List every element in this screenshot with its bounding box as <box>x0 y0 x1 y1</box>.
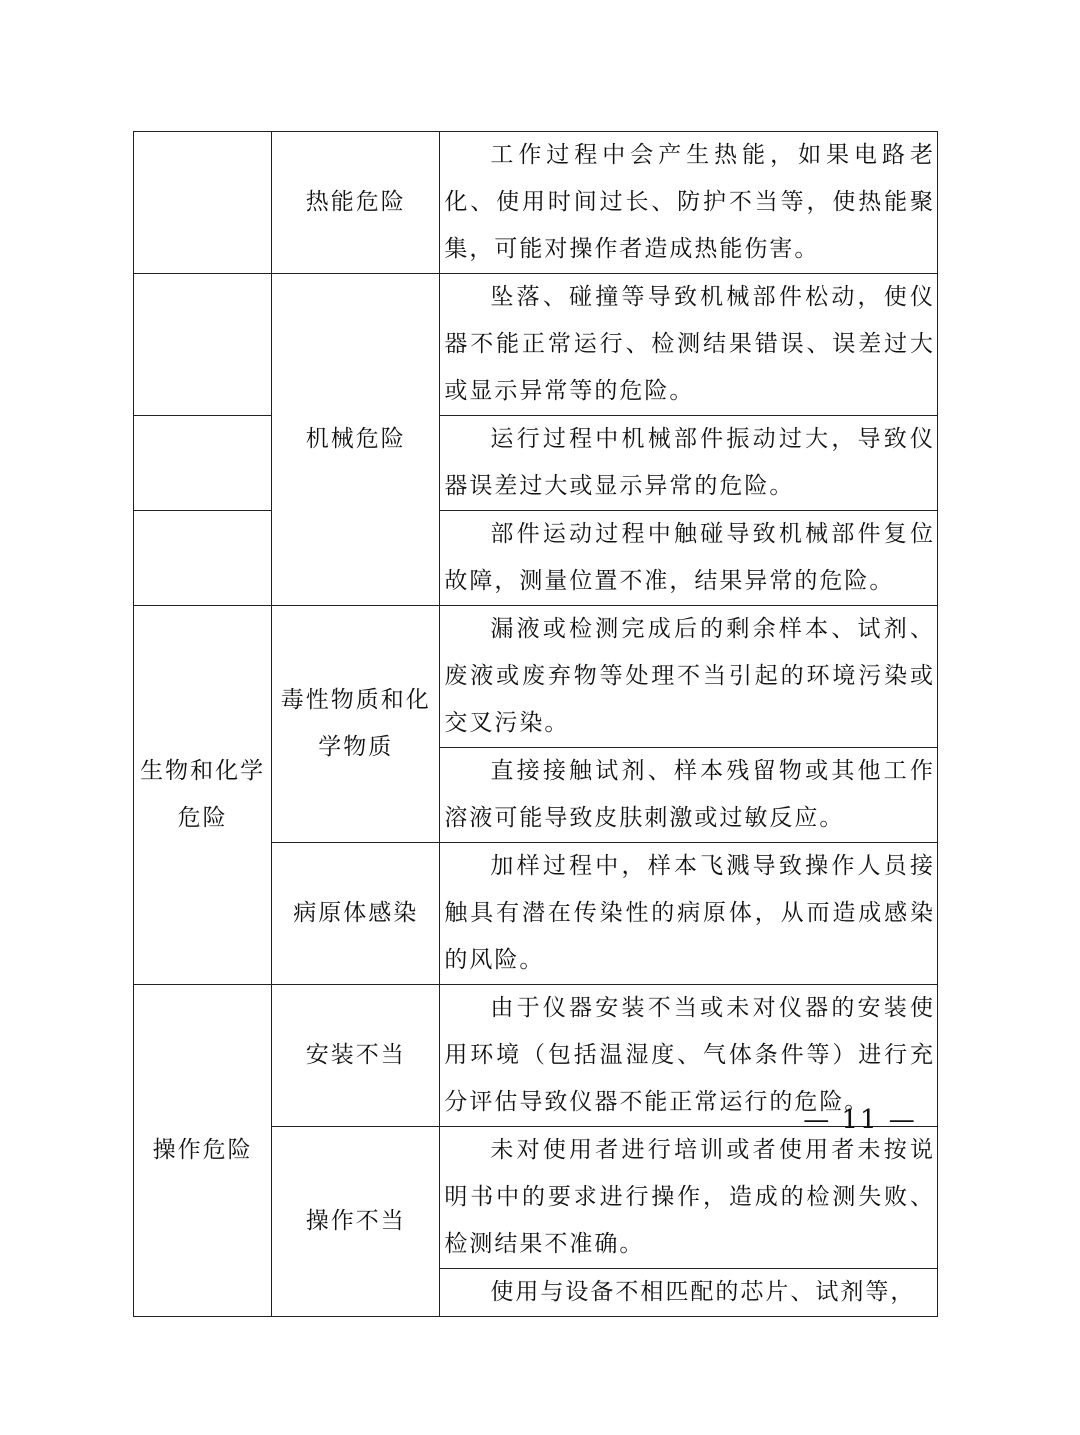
table-row <box>134 132 938 274</box>
page-number: — 11 — <box>803 1105 917 1135</box>
hazard-description-cell: 工作过程中会产生热能，如果电路老化、使用时间过长、防护不当等，使热能聚集，可能对操作者造成热能伤害。 <box>440 132 938 274</box>
hazard-description-cell: 由于仪器安装不当或未对仪器的安装使用环境（包括温湿度、气体条件等）进行充分评估导致仪器不能正常运行的危险。 <box>440 985 938 1127</box>
hazard-type-cell: 操作不当 <box>272 1127 440 1317</box>
hazard-description-cell: 运行过程中机械部件振动过大，导致仪器误差过大或显示异常的危险。 <box>440 416 938 511</box>
category-cell <box>134 274 272 416</box>
category-cell <box>134 511 272 606</box>
hazard-type-cell: 安装不当 <box>272 985 440 1127</box>
category-cell: 生物和化学危险 <box>134 606 272 985</box>
table-row <box>134 511 938 606</box>
risk-table <box>133 131 938 1317</box>
table-row <box>134 274 938 416</box>
category-cell <box>134 132 272 274</box>
category-cell <box>134 416 272 511</box>
hazard-type-cell: 病原体感染 <box>272 843 440 985</box>
category-cell: 操作危险 <box>134 985 272 1317</box>
hazard-description-cell: 直接接触试剂、样本残留物或其他工作溶液可能导致皮肤刺激或过敏反应。 <box>440 748 938 843</box>
hazard-description-cell: 加样过程中，样本飞溅导致操作人员接触具有潜在传染性的病原体，从而造成感染的风险。 <box>440 843 938 985</box>
hazard-description-cell: 坠落、碰撞等导致机械部件松动，使仪器不能正常运行、检测结果错误、误差过大或显示异常等的危险。 <box>440 274 938 416</box>
hazard-type-cell: 热能危险 <box>272 132 440 274</box>
hazard-description-cell: 使用与设备不相匹配的芯片、试剂等， <box>440 1269 938 1317</box>
hazard-description-cell: 漏液或检测完成后的剩余样本、试剂、废液或废弃物等处理不当引起的环境污染或交叉污染。 <box>440 606 938 748</box>
hazard-type-cell: 机械危险 <box>272 274 440 606</box>
hazard-description-cell: 部件运动过程中触碰导致机械部件复位故障，测量位置不准，结果异常的危险。 <box>440 511 938 606</box>
hazard-type-cell: 毒性物质和化学物质 <box>272 606 440 843</box>
hazard-description-cell: 未对使用者进行培训或者使用者未按说明书中的要求进行操作，造成的检测失败、检测结果不准确。 <box>440 1127 938 1269</box>
table-row <box>134 606 938 748</box>
table-row <box>134 416 938 511</box>
